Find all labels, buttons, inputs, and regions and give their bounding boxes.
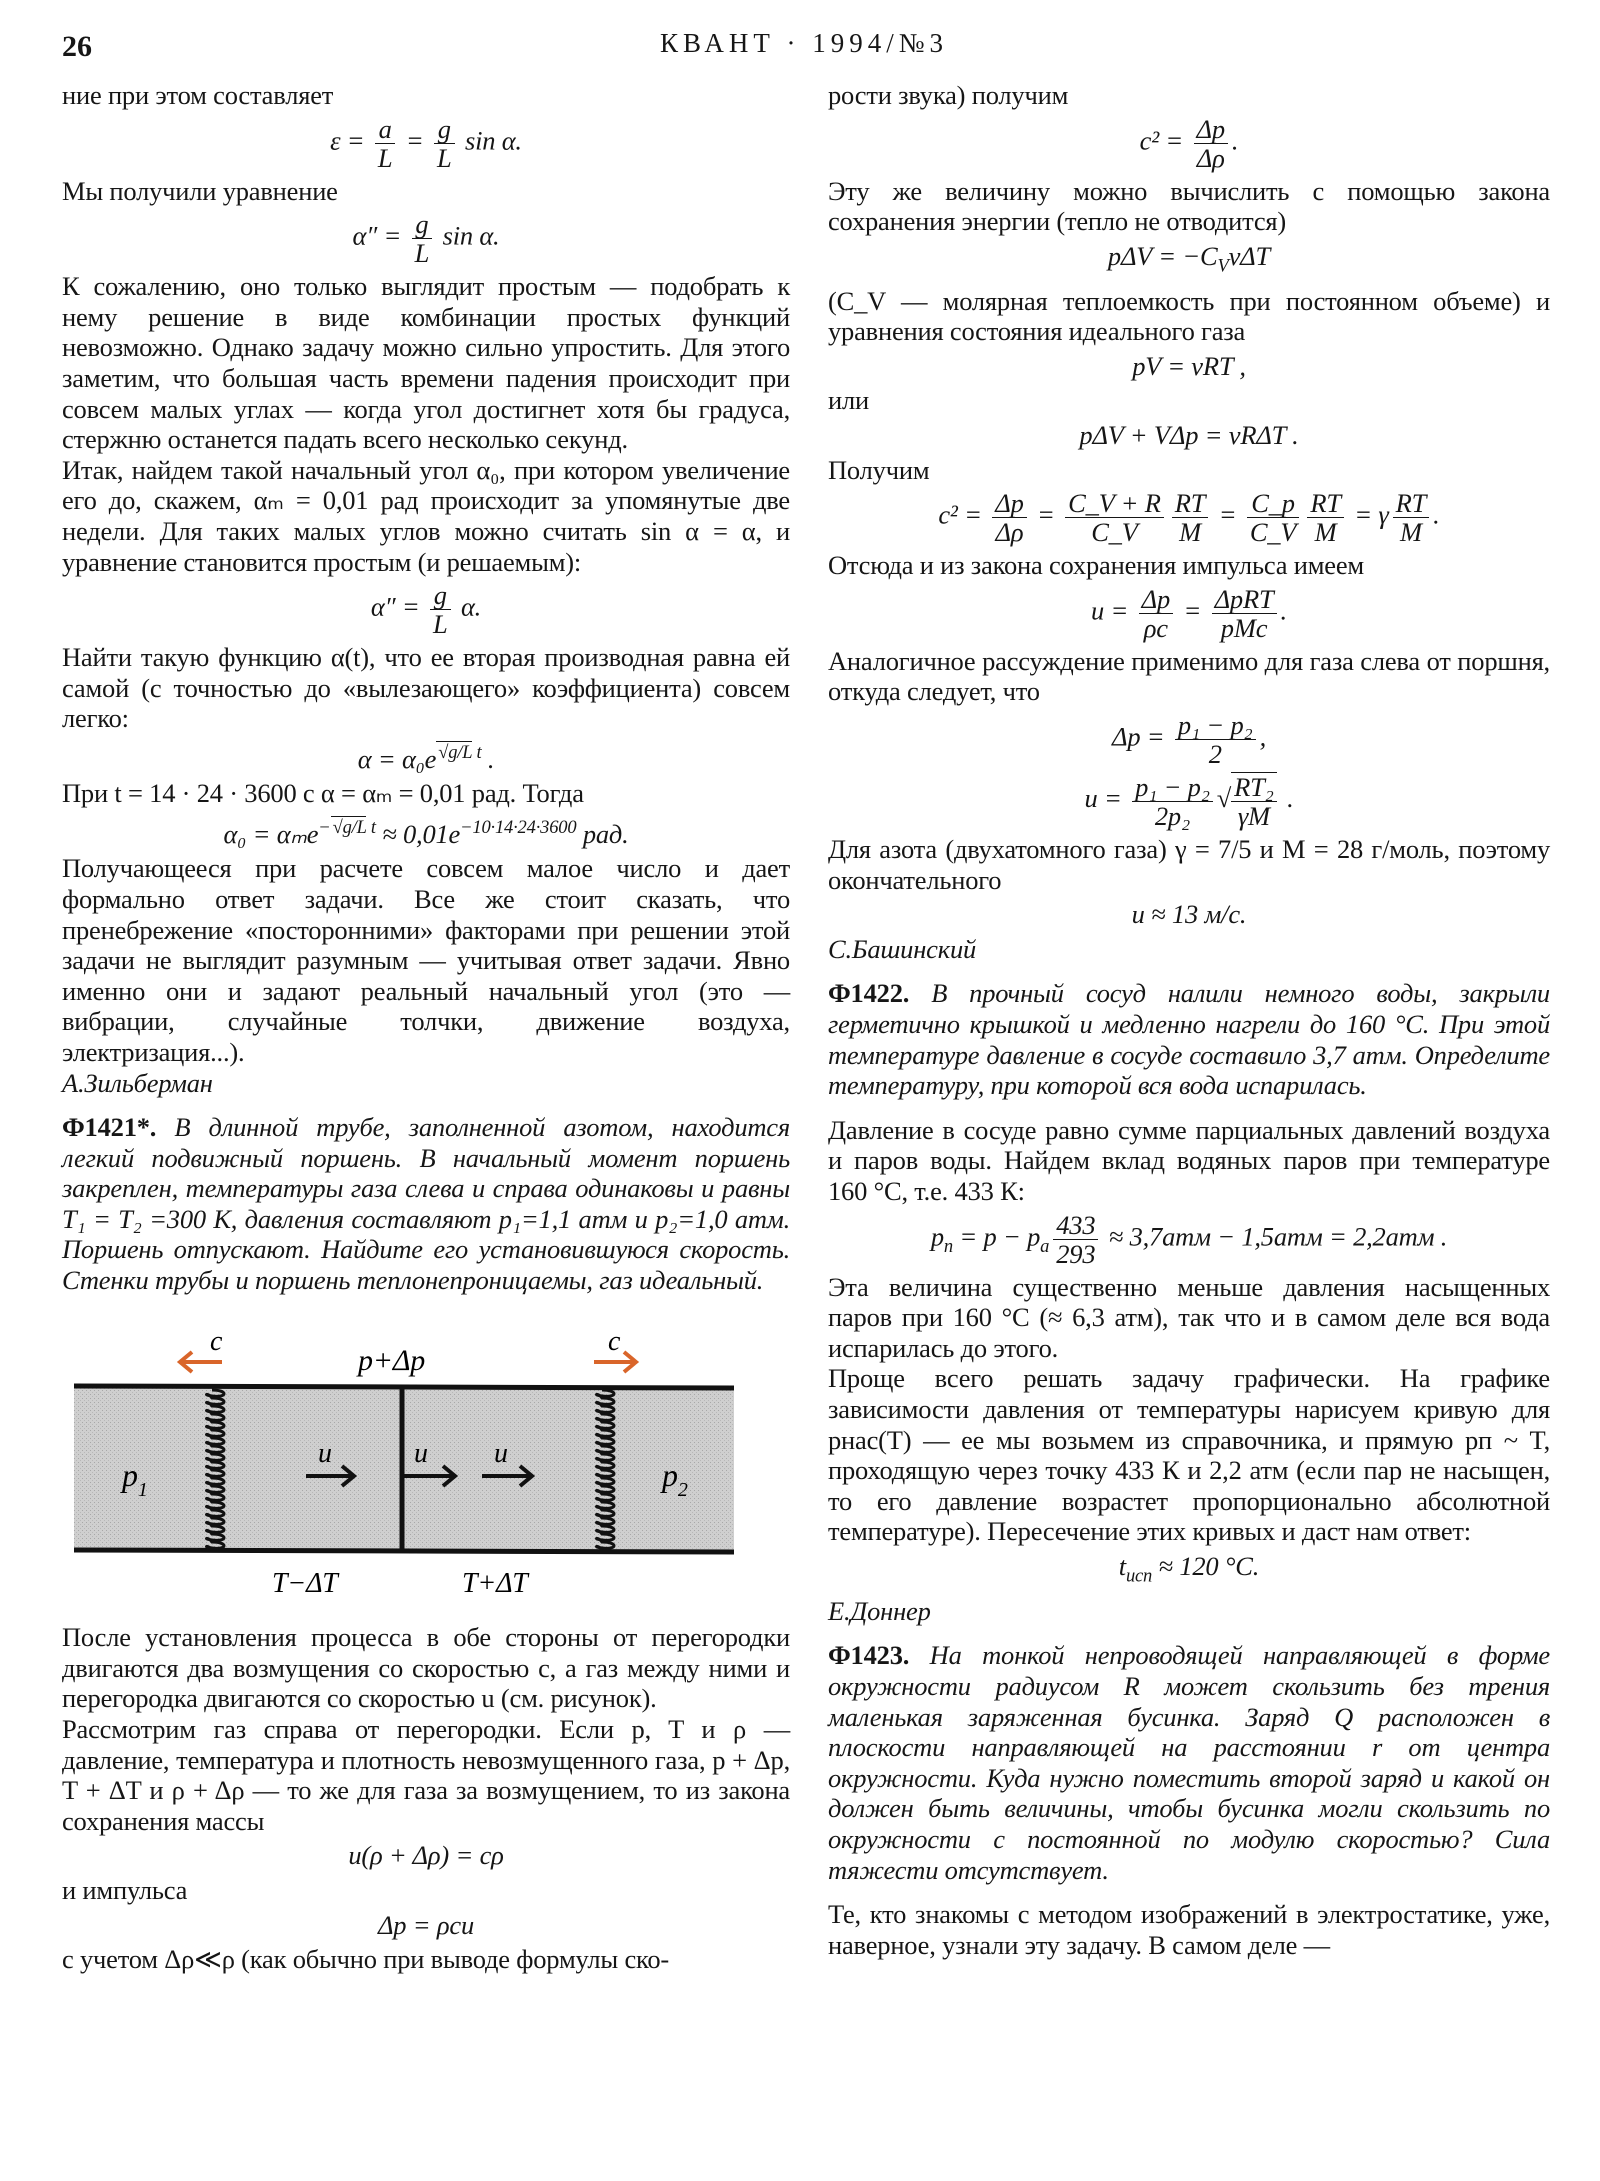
- fraction-numerator: a: [375, 115, 396, 144]
- formula-text: sin α.: [436, 220, 500, 251]
- formula-text: c² =: [1139, 125, 1190, 156]
- formula-text: =: [1212, 499, 1243, 530]
- formula: [828, 1211, 1550, 1268]
- author-signature: С.Башинский: [828, 933, 977, 964]
- paragraph: После установления процесса в обе стороны от перегородки двигаются два возмущения со скоростью c, а газ между ними и перегородка двигаются со скоростью u (см. рисунок).: [62, 1622, 790, 1714]
- exponent: [436, 741, 481, 763]
- formula-text: =: [399, 125, 430, 156]
- formula-text: pΔV + VΔp = νRΔT .: [1079, 420, 1299, 451]
- exponent-var: t: [472, 741, 482, 763]
- paragraph: Получающееся при расчете совсем малое число и дает формально ответ задачи. Все же стоит сказать, что пренебрежение «посторонними» факторами при решении этой задачи не выглядит разумным — учитывая ответ задачи. Явно именно они и задают реальный начальный угол (это — вибрации, случайные толчки, движение воздуха, электризация...).: [62, 853, 790, 1067]
- radical-sign: √: [1216, 783, 1232, 814]
- paragraph: или: [828, 385, 869, 416]
- formula-text: .: [1433, 499, 1440, 530]
- formula-text: p: [930, 1221, 944, 1252]
- fraction-denominator: M: [1179, 517, 1201, 548]
- fraction: [375, 115, 396, 172]
- problem-statement: [62, 1112, 790, 1296]
- problem-text: На тонкой непроводящей направляющей в форме окружности радиусом R может скользить без трения маленькая заряженная бусинка. Заряд Q расположен в плоскости направляющей на расстоянии r от центра окружности. Куда нужно поместить второй заряд и какой он должен быть величины, чтобы бусинка могли скользить по окружности с постоянной по модулю скоростью? Сила тяжести отсутствует.: [828, 1640, 1550, 1885]
- fraction: [430, 581, 451, 638]
- problem-text: В прочный сосуд налили немного воды, закрыли герметично крышкой и медленно нагрели до 160 °С. При этой температуре давление в сосуде составило 3,7 атм. Определите температуру, при которой вся вода испарилась.: [828, 978, 1550, 1101]
- fraction-numerator: p₁ − p₂: [1132, 773, 1213, 802]
- formula-text: u ≈ 13 м/с.: [1131, 899, 1247, 930]
- page-number: 26: [62, 30, 92, 63]
- formula: [828, 772, 1550, 830]
- formula-text: sin α.: [458, 125, 522, 156]
- paragraph: Для азота (двухатомного газа) γ = 7/5 и M = 28 г/моль, поэтому окончательного: [828, 834, 1550, 895]
- fraction: [1139, 585, 1173, 642]
- paragraph: Эту же величину можно вычислить с помощью закона сохранения энергии (тепло не отводится): [828, 175, 1550, 237]
- formula-text: =: [1177, 595, 1208, 626]
- piston-tube-figure: [62, 1330, 752, 1600]
- problem-number: Ф1422.: [828, 978, 910, 1009]
- fraction-denominator: L: [437, 142, 452, 173]
- subscript: а: [1040, 1235, 1050, 1257]
- formula-text: .: [481, 743, 495, 774]
- problem-statement: [828, 978, 1550, 1100]
- formula-text: Δp = ρcu: [377, 1909, 475, 1940]
- fraction-numerator: RT: [1393, 489, 1430, 518]
- paragraph: Давление в сосуде равно сумме парциальных давлений воздуха и паров воды. Найдем вклад водяных паров при температуре 160 °С, т.е. 433 К:: [828, 1114, 1550, 1206]
- exponent: [318, 816, 375, 838]
- fraction-numerator: Δp: [1139, 585, 1173, 614]
- formula-text: t: [1118, 1550, 1126, 1581]
- formula-text: =: [1030, 499, 1062, 530]
- problem-text: В длинной трубе, заполненной азотом, находится легкий подвижный поршень. В начальный момент поршень закреплен, температуры газа слева и справа одинаковы и равны T₁ = T₂ =300 К, давления составляют p₁=1,1 атм и p₂=1,0 атм. Поршень отпускают. Найдите его установившуюся скорость. Стенки трубы и поршень теплонепроницаемы, газ идеальный.: [62, 1112, 790, 1296]
- formula-text: ≈ 3,7атм − 1,5атм = 2,2атм .: [1102, 1221, 1448, 1252]
- formula-text: u =: [1084, 783, 1129, 814]
- fraction: [1132, 773, 1213, 830]
- fraction-denominator: ρc: [1143, 612, 1168, 643]
- problem-number: Ф1423.: [828, 1640, 910, 1671]
- formula: [828, 115, 1550, 172]
- formula-text: .: [1280, 783, 1294, 814]
- right-column: [828, 80, 1550, 1960]
- label-p1: $p_1$: [122, 1456, 148, 1501]
- formula-text: .: [1280, 595, 1287, 626]
- fraction-denominator: L: [414, 238, 430, 269]
- formula-text: c² =: [938, 499, 989, 530]
- fraction-numerator: 433: [1053, 1211, 1098, 1240]
- paragraph: Итак, найдем такой начальный угол α₀, при котором увеличение его до, скажем, αₘ = 0,01 рад происходит за упомянутые две недели. Для таких малых углов можно считать sin α = α, и уравнение становится простым (и решаемым):: [62, 454, 790, 577]
- paragraph: К сожалению, оно только выглядит простым — подобрать к нему решение в виде комбинации простых функций невозможно. Однако задачу можно сильно упростить. Для этого заметим, что большая часть времени падения происходит при совсем малых углах — когда угол достигнет хотя бы градуса, стержню останется падать всего несколько секунд.: [62, 271, 790, 455]
- formula-text: ε =: [330, 125, 371, 156]
- fraction-denominator: M: [1399, 517, 1422, 548]
- formula: [828, 241, 1550, 282]
- left-column: [62, 80, 790, 1975]
- formula: [828, 711, 1550, 768]
- fraction: [434, 115, 455, 172]
- paragraph: Отсюда и из закона сохранения импульса имеем: [828, 550, 1364, 581]
- formula-text: = γ: [1347, 499, 1389, 530]
- fraction-numerator: p₁ − p₂: [1175, 711, 1256, 740]
- problem-number: Ф1421*.: [62, 1112, 157, 1143]
- paragraph: Мы получили уравнение: [62, 175, 338, 206]
- subscript: V: [1217, 255, 1229, 277]
- formula: [62, 1840, 790, 1871]
- fraction-numerator: ΔpRT: [1212, 585, 1277, 614]
- formula-text: νΔT: [1228, 240, 1271, 271]
- fraction-denominator: C_V: [1249, 517, 1297, 548]
- fraction-numerator: C_p: [1247, 489, 1300, 518]
- subscript: исп: [1125, 1565, 1153, 1587]
- fraction-numerator: C_V + R: [1065, 489, 1164, 518]
- formula-text: α″ =: [352, 220, 408, 251]
- formula: [62, 738, 790, 774]
- fraction: [1065, 489, 1164, 546]
- formula: [828, 899, 1550, 930]
- formula: [62, 813, 790, 849]
- paragraph: Эта величина существенно меньше давления насыщенных паров при 160 °С (≈ 6,3 атм), так что и в самом деле вся вода испарилась до этого.: [828, 1271, 1550, 1363]
- formula-text: ,: [1259, 721, 1267, 752]
- label-c-right: c: [608, 1329, 621, 1357]
- fraction-denominator: M: [1314, 517, 1337, 548]
- author-signature: А.Зильберман: [62, 1067, 213, 1098]
- formula-text: рад.: [576, 818, 629, 849]
- fraction-denominator: 2: [1208, 739, 1222, 770]
- formula-text: = p − p: [952, 1221, 1041, 1252]
- running-header: КВАНТ · 1994/№3: [660, 28, 949, 58]
- fraction-numerator: Δp: [1194, 115, 1228, 144]
- formula: [62, 581, 790, 638]
- fraction: [1172, 489, 1209, 546]
- fraction-numerator: RT₂: [1231, 773, 1277, 802]
- sqrt-expression: √ g/L: [331, 816, 367, 838]
- label-t-minus-dt: T−ΔT: [272, 1567, 338, 1599]
- formula-text: u(ρ + Δρ) = cρ: [348, 1840, 504, 1871]
- paragraph: Получим: [828, 454, 930, 485]
- formula-text: Δp =: [1111, 721, 1171, 752]
- paragraph: и импульса: [62, 1875, 188, 1905]
- exponent-var: t: [366, 816, 376, 838]
- fraction: [1247, 489, 1300, 546]
- paragraph: Проще всего решать задачу графически. На графике зависимости давления от температуры нарисуем кривую для pнас(T) — ее мы возьмем из справочника, и прямую pп ~ T, проходящую через точку 433 К и 2,2 атм (если пар не насыщен, то его давление возрастет пропорционально абсолютной температуре). Пересечение этих кривых и даст нам ответ:: [828, 1363, 1550, 1547]
- fraction-numerator: g: [434, 115, 455, 144]
- author-signature: Е.Доннер: [828, 1595, 931, 1626]
- fraction: [1053, 1211, 1098, 1268]
- superscript: −10·14·24·3600: [460, 816, 577, 838]
- formula: [62, 115, 790, 172]
- sqrt-expression: √ g/L: [436, 741, 472, 763]
- label-t-plus-dt: T+ΔT: [462, 1567, 528, 1599]
- fraction-denominator: Δρ: [1196, 142, 1225, 173]
- paragraph: рости звука) получим: [828, 80, 1069, 110]
- paragraph: Рассмотрим газ справа от перегородки. Если p, T и ρ — давление, температура и плотность невозмущенного газа, p + Δp, T + ΔT и ρ + Δρ — то же для газа за возмущением, то из закона сохранения массы: [62, 1714, 790, 1836]
- fraction: [1194, 115, 1228, 172]
- formula-text: α″ =: [370, 591, 426, 622]
- formula-text: ≈ 120 °С.: [1152, 1550, 1260, 1581]
- paragraph: Найти такую функцию α(t), что ее вторая производная равна ей самой (с точностью до «вылезающего» коэффициента) совсем легко:: [62, 642, 790, 734]
- paragraph: ние при этом составляет: [62, 80, 334, 110]
- formula-text: α.: [454, 591, 482, 622]
- formula-text: pV = νRT ,: [1132, 350, 1246, 381]
- fraction-numerator: RT: [1172, 489, 1209, 518]
- fraction: [1212, 585, 1277, 642]
- formula-text: pΔV = −C: [1107, 240, 1218, 271]
- fraction: [1393, 489, 1430, 546]
- formula: [62, 210, 790, 267]
- formula-text: .: [1231, 125, 1239, 156]
- fraction-denominator: L: [432, 609, 448, 640]
- formula: [828, 1551, 1550, 1592]
- label-u-2: u: [414, 1437, 428, 1469]
- label-c-left: c: [210, 1329, 223, 1357]
- paragraph: с учетом Δρ≪ρ (как обычно при выводе формулы ско-: [62, 1944, 670, 1975]
- fraction-denominator: 2p₂: [1154, 800, 1190, 831]
- fraction-numerator: Δp: [992, 489, 1026, 518]
- fraction-denominator: γM: [1237, 801, 1270, 832]
- fraction: [992, 489, 1026, 546]
- paragraph: (C_V — молярная теплоемкость при постоянном объеме) и уравнения состояния идеального газа: [828, 285, 1550, 347]
- fraction: [412, 210, 433, 267]
- label-u-1: u: [318, 1437, 332, 1469]
- formula-text: u =: [1091, 595, 1135, 626]
- fraction-denominator: pMc: [1220, 612, 1268, 643]
- fraction-numerator: g: [412, 210, 433, 239]
- problem-statement: [828, 1640, 1550, 1885]
- fraction-denominator: 293: [1056, 1238, 1096, 1269]
- fraction: [1175, 711, 1256, 768]
- formula-text: ≈ 0,01e: [375, 818, 461, 849]
- paragraph: Те, кто знакомы с методом изображений в электростатике, уже, наверное, узнали эту задачу. В самом деле —: [828, 1899, 1550, 1960]
- formula-text: α = α₀e: [357, 743, 437, 774]
- label-p-plus-dp: p+Δp: [358, 1343, 426, 1377]
- fraction-numerator: g: [430, 581, 451, 610]
- formula: [828, 489, 1550, 546]
- fraction-numerator: RT: [1307, 489, 1344, 518]
- exponent-sign: −: [318, 816, 331, 838]
- paragraph: При t = 14 · 24 · 3600 с α = αₘ = 0,01 рад. Тогда: [62, 778, 584, 809]
- paragraph: Аналогичное рассуждение применимо для газа слева от поршня, откуда следует, что: [828, 645, 1550, 707]
- fraction-denominator: L: [377, 142, 393, 173]
- formula-text: α₀ = αₘe: [223, 818, 319, 849]
- fraction-denominator: C_V: [1091, 517, 1138, 548]
- fraction: [1231, 772, 1277, 830]
- formula: [828, 420, 1550, 451]
- formula: [62, 1910, 790, 1941]
- formula: [828, 585, 1550, 642]
- fraction-denominator: Δρ: [995, 517, 1024, 548]
- fraction: [1307, 489, 1344, 546]
- label-p2: $p_2$: [662, 1456, 688, 1501]
- label-u-3: u: [494, 1437, 508, 1469]
- formula: [828, 351, 1550, 382]
- subscript: п: [943, 1235, 953, 1257]
